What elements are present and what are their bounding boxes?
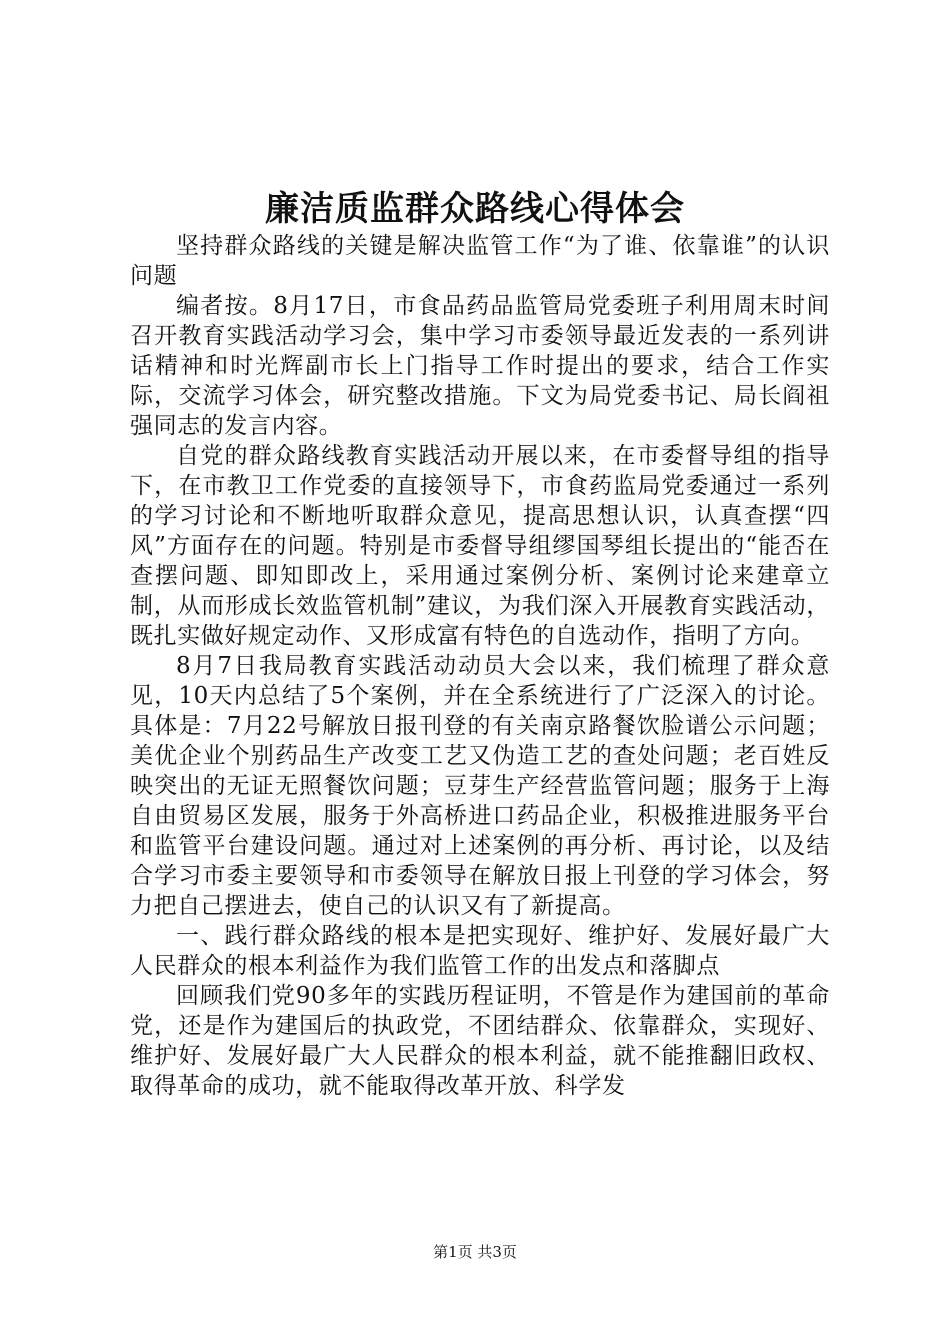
page-number-footer: 第1页 共3页 — [433, 1243, 517, 1261]
document-title: 廉洁质监群众路线心得体会 — [265, 189, 685, 229]
body-paragraph-2: 编者按。8月17日，市食品药品监管局党委班子利用周末时间召开教育实践活动学习会，集中学习市委领导最近发表的一系列讲话精神和时光辉副市长上门指导工作时提出的要求，结合工作实际，交流学习体会，研究整改措施。下文为局党委书记、局长阎祖强同志的发言内容。 — [130, 293, 830, 439]
body-paragraph-5: 回顾我们党90多年的实践历程证明，不管是作为建国前的革命党，还是作为建国后的执政党，不团结群众、依靠群众，实现好、维护好、发展好最广大人民群众的根本利益，就不能推翻旧政权、取得革命的成功，就不能取得改革开放、科学发 — [130, 983, 830, 1099]
body-paragraph-4: 8月7日我局教育实践活动动员大会以来，我们梳理了群众意见，10天内总结了5个案例，并在全系统进行了广泛深入的讨论。具体是：7月22号解放日报刊登的有关南京路餐饮脸谱公示问题；美优企业个别药品生产改变工艺又伪造工艺的查处问题；老百姓反映突出的无证无照餐饮问题；豆芽生产经营监管问题；服务于上海自由贸易区发展，服务于外高桥进口药品企业，积极推进服务平台和监管平台建设问题。通过对上述案例的再分析、再讨论，以及结合学习市委主要领导和市委领导在解放日报上刊登的学习体会，努力把自己摆进去，使自己的认识又有了新提高。 — [130, 653, 830, 919]
document-body — [130, 231, 830, 1101]
body-paragraph-3: 自党的群众路线教育实践活动开展以来，在市委督导组的指导下，在市教卫工作党委的直接领导下，市食药监局党委通过一系列的学习讨论和不断地听取群众意见，提高思想认识，认真查摆“四风”方面存在的问题。特别是市委督导组缪国琴组长提出的“能否在查摆问题、即知即改上，采用通过案例分析、案例讨论来建章立制，从而形成长效监管机制”建议，为我们深入开展教育实践活动，既扎实做好规定动作、又形成富有特色的自选动作，指明了方向。 — [130, 443, 830, 649]
section-heading-1: 一、践行群众路线的根本是把实现好、维护好、发展好最广大人民群众的根本利益作为我们监管工作的出发点和落脚点 — [130, 923, 830, 979]
body-paragraph-1: 坚持群众路线的关键是解决监管工作“为了谁、依靠谁”的认识问题 — [130, 233, 830, 289]
